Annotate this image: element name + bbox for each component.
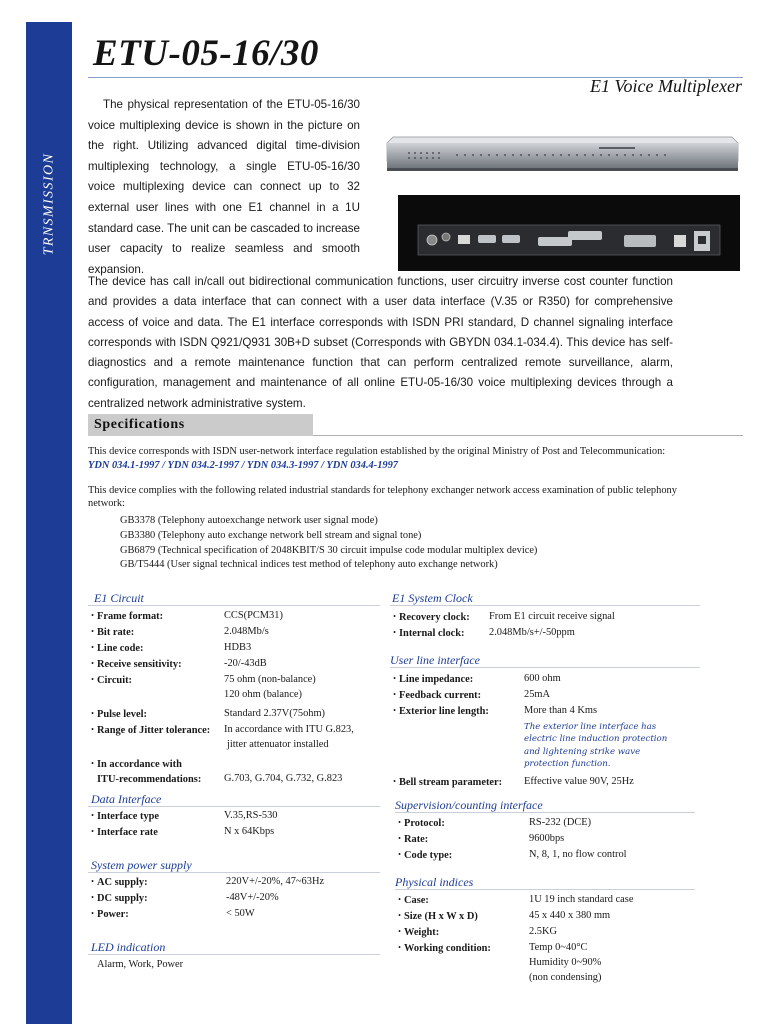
spec-value: From E1 circuit receive signal [489,611,615,622]
spec-label: Code type: [404,850,453,861]
spec-label: Receive sensitivity: [97,659,182,670]
spec-label: Bell stream parameter: [399,776,503,788]
user-line-heading: User line interface [390,652,700,668]
specifications-title: Specifications [88,414,313,436]
spec-value: 2.048Mb/s+/-50ppm [489,627,575,638]
spec-row: • Weight: 2.5KG [398,926,557,938]
rear-panel-graphic [398,195,740,271]
spec-label: Internal clock: [399,628,465,639]
intro-paragraph [88,95,360,280]
side-category-label: TRNSMISSION [41,152,57,256]
spec-label: DC supply: [97,893,148,904]
spec-value: 2.5KG [529,926,557,937]
standard-item: GB3380 (Telephony auto exchange network bell stream and signal tone) [120,529,422,541]
e1-clock-section [390,590,700,641]
spec-row: • Range of Jitter tolerance: In accordance with ITU G.823, jitter attenuator installed [91,724,354,750]
user-line-section [390,652,700,790]
spec-row: • AC supply: 220V+/-20%, 47~63Hz [91,876,325,888]
led-indication-text: Alarm, Work, Power [97,959,184,970]
e1-circuit-section [88,590,380,787]
spec-value: 120 ohm (balance) [224,689,302,700]
spec-row: • Rate: 9600bps [398,833,565,845]
physical-heading: Physical indices [395,874,695,890]
spec-value: 25mA [524,689,550,700]
spec-value: More than 4 Kms [524,705,598,716]
spec-label: Power: [97,909,129,920]
spec-row: • Pulse level: Standard 2.37V(75ohm) [91,708,326,720]
spec-row: • Bit rate: 2.048Mb/s [91,626,269,638]
spec-label: Pulse level: [97,709,147,720]
spec-value: G.703, G.704, G.732, G.823 [224,773,343,784]
spec-label: Line impedance: [399,674,474,685]
spec-label: ITU-recommendations: [97,774,202,785]
page-subtitle: E1 Voice Multiplexer [590,76,742,96]
spec-label: Circuit: [97,675,133,686]
spec-value: (non condensing) [529,972,602,983]
spec-row: • Protocol: RS-232 (DCE) [398,817,592,829]
specifications-header [88,414,743,436]
spec-row: • Circuit: 75 ohm (non-balance) 120 ohm (balance) [91,674,316,700]
spec-value: CCS(PCM31) [224,610,283,621]
physical-section [395,874,695,985]
spec-value: 9600bps [529,833,565,844]
spec-value: In accordance with ITU G.823, [224,724,354,735]
data-interface-heading: Data Interface [88,791,380,807]
spec-row: • Internal clock: 2.048Mb/s+/-50ppm [393,627,575,639]
spec-label: Range of Jitter tolerance: [97,725,211,736]
spec-value: Humidity 0~90% [529,957,602,968]
spec-label: Protocol: [404,818,445,829]
spec-row: • DC supply: -48V+/-20% [91,892,279,904]
spec-label: Case: [404,895,429,906]
spec-label: Interface type [97,811,160,822]
spec-row: • Power: < 50W [91,908,255,920]
spec-row: • Recovery clock: From E1 circuit receive signal [393,611,615,623]
specifications-divider [313,435,743,436]
spec-value: N, 8, 1, no flow control [529,849,627,860]
supervision-heading: Supervision/counting interface [395,797,695,813]
isdn-text: This device corresponds with ISDN user-network interface regulation established by the original Ministry of Post and Telecommunication: [88,446,666,457]
led-indication-heading: LED indication [88,939,380,955]
power-supply-section [88,857,380,922]
spec-value: Standard 2.37V(75ohm) [224,708,326,719]
spec-label: AC supply: [97,877,148,888]
spec-row: • Case: 1U 19 inch standard case [398,894,634,906]
spec-value: HDB3 [224,642,252,653]
device-rear-photo [398,195,740,271]
spec-value: 220V+/-20%, 47~63Hz [226,876,325,887]
spec-label: Frame format: [97,611,164,622]
side-category [27,148,71,260]
spec-value: 600 ohm [524,673,561,684]
power-supply-heading: System power supply [88,857,380,873]
spec-value: 2.048Mb/s [224,626,269,637]
spec-label: Rate: [404,834,429,845]
spec-label: In accordance with [97,759,182,770]
spec-label: Interface rate [97,827,158,838]
led-indication-section [88,939,380,972]
spec-value: 1U 19 inch standard case [529,894,634,905]
spec-value: -48V+/-20% [226,892,279,903]
spec-value: jitter attenuator installed [227,739,329,750]
spec-value: 75 ohm (non-balance) [224,674,316,685]
spec-value: Effective value 90V, 25Hz [524,775,634,787]
intro-text: The physical representation of the ETU-05-16/30 voice multiplexing device is shown in the picture on the right. Utilizing advanced digital time-division multiplexing technology, a single ETU-05-16/30 voice multiplexing device can connect up to 32 external user lines with one E1 channel in a 1U standard case. The unit can be cascaded to increase user capacity to realize seamless and smooth expansion. [88,98,360,276]
standard-item: GB6879 (Technical specification of 2048KBIT/S 30 circuit impulse code modular multiplex device) [120,544,538,556]
spec-value: N x 64Kbps [224,826,275,837]
spec-value: 45 x 440 x 380 mm [529,910,611,921]
standard-item: GB3378 (Telephony autoexchange network user signal mode) [120,515,378,526]
standard-item: GB/T5444 (User signal technical indices test method of telephony auto exchange network) [120,559,498,571]
data-interface-section [88,791,380,840]
user-line-note: The exterior line interface has electric line induction protection and lightening strike wave protection function. [524,722,668,770]
e1-circuit-heading: E1 Circuit [88,590,380,606]
spec-row: • In accordance with ITU-recommendations: G.703, G.704, G.732, G.823 [88,756,380,787]
spec-row: • Line code: HDB3 [91,642,252,654]
spec-row: • Interface rate N x 64Kbps [91,826,275,838]
spec-row: • Working condition: Temp 0~40°C Humidity 0~90% (non condensing) [398,942,602,983]
comply-text: This device complies with the following related industrial standards for telephony exchanger network access examination of public telephony network: [88,485,677,509]
spec-row: • Line impedance: 600 ohm [393,673,561,685]
spec-label: Size (H x W x D) [404,911,478,922]
e1-clock-heading: E1 System Clock [390,590,700,606]
supervision-section [395,797,695,863]
standards-list [120,514,537,573]
spec-label: Feedback current: [399,690,482,701]
isdn-standards: YDN 034.1-1997 / YDN 034.2-1997 / YDN 034.3-1997 / YDN 034.4-1997 [88,460,398,471]
spec-row: • Bell stream parameter: Effective value 90V, 25Hz [393,775,634,788]
spec-row: • Code type: N, 8, 1, no flow control [398,849,627,861]
page-title: ETU-05-16/30 [93,33,319,74]
spec-label: Working condition: [404,943,491,954]
spec-label: Exterior line length: [399,706,489,717]
spec-row: • Interface type V.35,RS-530 [91,810,278,822]
spec-value: Temp 0~40°C [529,942,588,953]
spec-row: • Size (H x W x D) 45 x 440 x 380 mm [398,910,611,922]
spec-label: Line code: [97,643,144,654]
spec-value: -20/-43dB [224,658,267,669]
spec-value: RS-232 (DCE) [529,817,592,828]
spec-row: • Frame format: CCS(PCM31) [91,610,283,622]
spec-row: • Receive sensitivity: -20/-43dB [91,658,267,670]
spec-row: • Feedback current: 25mA [393,689,550,701]
body-paragraph: The device has call in/call out bidirectional communication functions, user circuitry inverse cost counter function and provides a data interface that can connect with a user data interface (V.35 or R350) for comprehensive access of voice and data. The E1 interface corresponds with ISDN PRI standard, D channel signaling interface corresponds with ISDN Q921/Q931 30B+D subset (Corresponds with GBYDN 034.1-034.4). This device has self-diagnostics and a remote maintenance function that can perform centralized remote surveillance, alarm, configuration, management and maintenance of all online ETU-05-16/30 voice multiplexing devices through a centralized network administrative system. [88,275,673,410]
device-front-photo [385,131,740,175]
spec-value: < 50W [226,908,255,919]
spec-label: Bit rate: [97,627,135,638]
spec-label: Weight: [404,927,440,938]
spec-row: • Exterior line length: More than 4 Kms [393,705,598,717]
spec-label: Recovery clock: [399,612,470,623]
spec-value: V.35,RS-530 [224,810,278,821]
